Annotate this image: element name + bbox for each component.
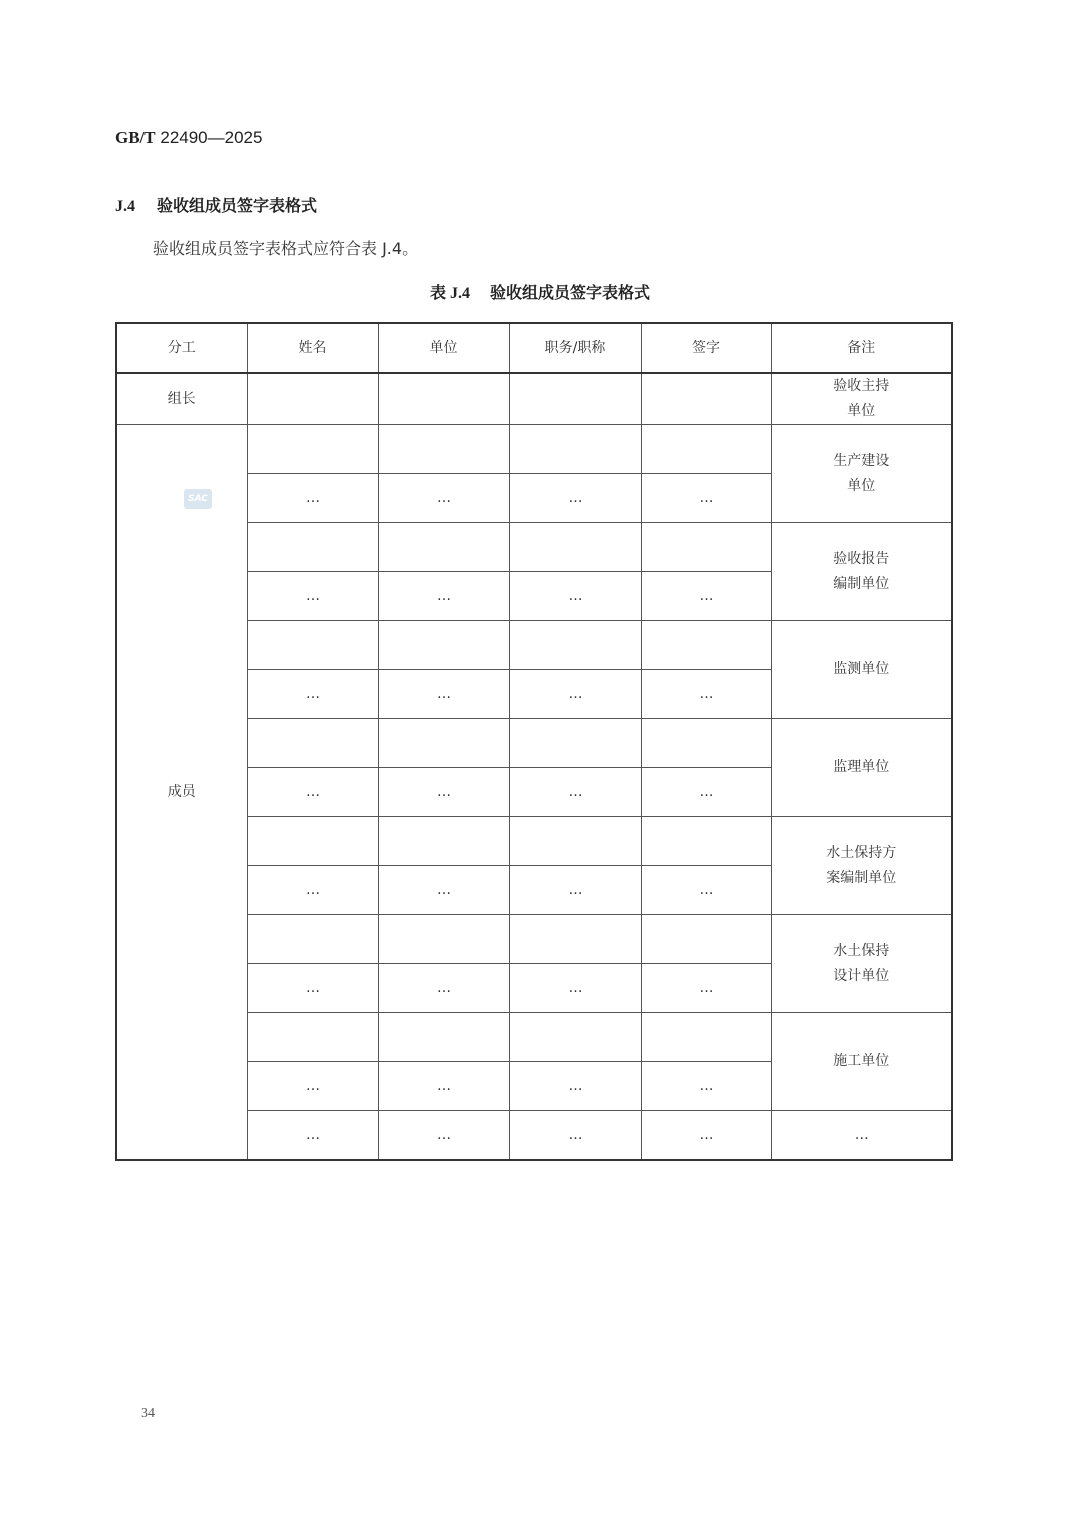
note-line: 施工单位 <box>833 1053 890 1069</box>
title-cell: … <box>509 670 641 719</box>
title-cell: … <box>509 964 641 1013</box>
note-line: 编制单位 <box>833 575 890 592</box>
role-cell: 成员 <box>116 425 247 1161</box>
title-cell[interactable] <box>509 817 641 866</box>
standard-prefix: GB/T <box>115 128 156 147</box>
table-caption-title: 验收组成员签字表格式 <box>490 283 651 302</box>
unit-cell[interactable] <box>378 719 509 768</box>
note-line: 设计单位 <box>833 967 890 984</box>
name-cell[interactable] <box>247 817 378 866</box>
unit-cell: … <box>378 1111 509 1161</box>
section-number: J.4 <box>115 198 135 215</box>
signature-cell: … <box>641 964 771 1013</box>
signature-cell: … <box>641 1111 771 1161</box>
unit-cell[interactable] <box>378 373 509 425</box>
unit-cell[interactable] <box>378 915 509 964</box>
unit-cell[interactable] <box>378 523 509 572</box>
name-cell[interactable] <box>247 523 378 572</box>
signature-cell: … <box>641 572 771 621</box>
title-cell: … <box>509 1111 641 1161</box>
note-line: 案编制单位 <box>826 869 897 886</box>
signature-cell: … <box>641 866 771 915</box>
name-cell[interactable] <box>247 719 378 768</box>
signature-cell[interactable] <box>641 915 771 964</box>
name-cell: … <box>247 768 378 817</box>
unit-cell: … <box>378 474 509 523</box>
title-cell[interactable] <box>509 373 641 425</box>
header-cell: 备注 <box>771 323 952 373</box>
signature-table <box>115 322 953 1161</box>
title-cell: … <box>509 572 641 621</box>
unit-cell: … <box>378 964 509 1013</box>
title-cell: … <box>509 866 641 915</box>
unit-cell: … <box>378 572 509 621</box>
note-cell <box>771 817 952 915</box>
unit-cell[interactable] <box>378 621 509 670</box>
standard-code <box>115 128 262 148</box>
title-cell: … <box>509 768 641 817</box>
title-cell: … <box>509 1062 641 1111</box>
leader-row <box>116 373 952 425</box>
note-cell <box>771 425 952 523</box>
unit-cell: … <box>378 866 509 915</box>
name-cell: … <box>247 572 378 621</box>
title-cell[interactable] <box>509 621 641 670</box>
unit-cell[interactable] <box>378 1013 509 1062</box>
header-cell: 姓名 <box>247 323 378 373</box>
table-caption <box>0 280 1080 303</box>
section-body-text: 验收组成员签字表格式应符合表 J.4。 <box>153 239 419 258</box>
name-cell[interactable] <box>247 621 378 670</box>
note-line: 监理单位 <box>833 759 890 775</box>
note-line: 验收报告 <box>833 550 890 567</box>
name-cell: … <box>247 866 378 915</box>
name-cell: … <box>247 1111 378 1161</box>
title-cell[interactable] <box>509 915 641 964</box>
table-header-row <box>116 323 952 373</box>
name-cell[interactable] <box>247 1013 378 1062</box>
signature-cell[interactable] <box>641 425 771 474</box>
title-cell[interactable] <box>509 719 641 768</box>
signature-cell[interactable] <box>641 373 771 425</box>
title-cell[interactable] <box>509 425 641 474</box>
title-cell[interactable] <box>509 523 641 572</box>
signature-cell: … <box>641 1062 771 1111</box>
note-line: 水土保持 <box>833 942 890 959</box>
unit-cell[interactable] <box>378 425 509 474</box>
section-title: 验收组成员签字表格式 <box>157 196 318 215</box>
name-cell: … <box>247 474 378 523</box>
note-line: 单位 <box>847 477 876 494</box>
signature-cell[interactable] <box>641 1013 771 1062</box>
name-cell[interactable] <box>247 425 378 474</box>
header-cell: 单位 <box>378 323 509 373</box>
signature-cell[interactable] <box>641 621 771 670</box>
note-line: 生产建设 <box>833 452 890 469</box>
note-line: 验收主持 <box>833 378 890 394</box>
signature-cell: … <box>641 474 771 523</box>
note-cell <box>771 719 952 817</box>
unit-cell: … <box>378 670 509 719</box>
note-cell <box>771 621 952 719</box>
name-cell[interactable] <box>247 373 378 425</box>
standard-number: 22490—2025 <box>160 128 263 147</box>
signature-cell[interactable] <box>641 817 771 866</box>
note-cell: … <box>771 1111 952 1161</box>
note-cell <box>771 1013 952 1111</box>
unit-cell: … <box>378 768 509 817</box>
signature-cell: … <box>641 670 771 719</box>
role-cell: 组长 <box>116 373 247 425</box>
section-heading <box>115 193 317 216</box>
note-line: 单位 <box>847 403 876 419</box>
signature-cell[interactable] <box>641 719 771 768</box>
note-line: 监测单位 <box>833 661 890 677</box>
table-caption-number: 表 J.4 <box>429 285 470 302</box>
header-cell: 分工 <box>116 323 247 373</box>
name-cell: … <box>247 964 378 1013</box>
unit-cell[interactable] <box>378 817 509 866</box>
note-line: 水土保持方 <box>826 844 897 861</box>
name-cell: … <box>247 670 378 719</box>
signature-cell[interactable] <box>641 523 771 572</box>
unit-cell: … <box>378 1062 509 1111</box>
signature-cell: … <box>641 768 771 817</box>
header-cell: 职务/职称 <box>509 323 641 373</box>
header-cell: 签字 <box>641 323 771 373</box>
title-cell: … <box>509 474 641 523</box>
sac-watermark-logo: SAC <box>184 489 212 509</box>
name-cell[interactable] <box>247 915 378 964</box>
note-cell <box>771 373 952 425</box>
member-row-blank <box>116 425 952 474</box>
title-cell[interactable] <box>509 1013 641 1062</box>
name-cell: … <box>247 1062 378 1111</box>
page-number: 34 <box>141 1406 155 1421</box>
note-cell <box>771 915 952 1013</box>
note-cell <box>771 523 952 621</box>
